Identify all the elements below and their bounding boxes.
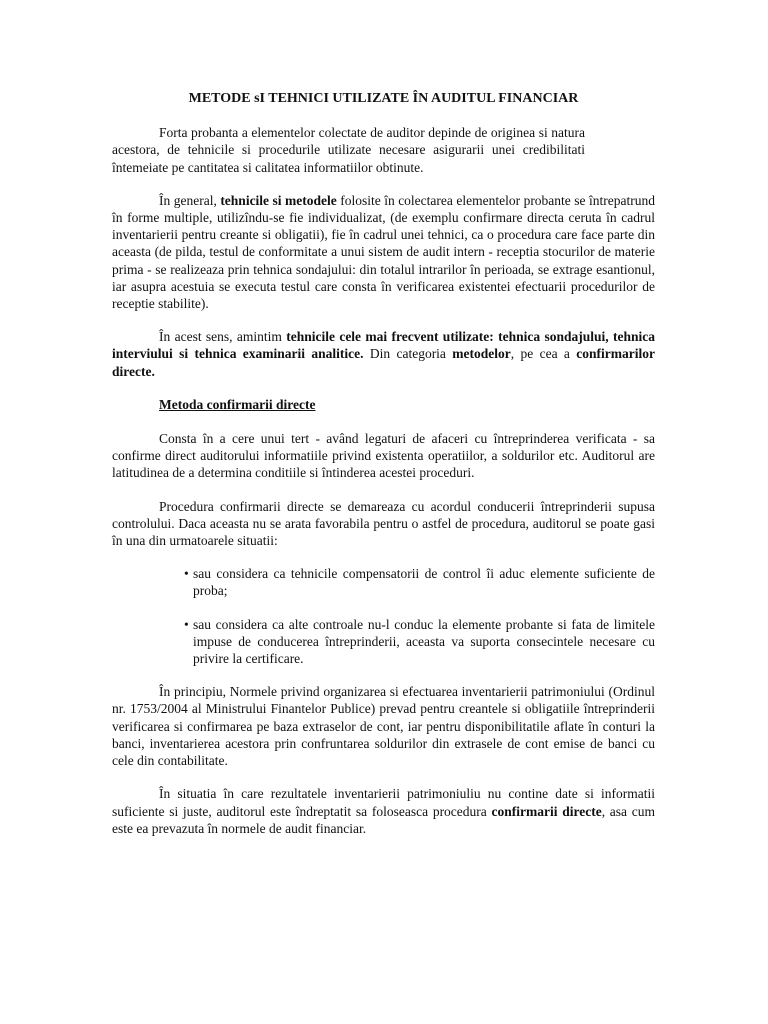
list-item: • sau considera ca tehnicile compensatorii de control îi aduc elemente suficiente de proba; <box>184 566 655 599</box>
paragraph-techniques: În general, tehnicile si metodele folosite în colectarea elementelor probante se întrepatrund în forme multiple, utilizîndu-se fie individualizat, (de exemplu confirmare directa ceruta în cadrul inventarierii pentru creante si obligatii), fie în cadrul unei tehnici, ca o procedura care face parte din aceasta (de pilda, testul de conformitate a unui sistem de audit intern - receptia stocurilor de materie prima - se realizeaza prin tehnica sondajului: din totalul intrarilor în perioada, se extrage esantionul, iar asupra acestuia se executa testul care consta în verificarea existentei efectuarii procedurilor de receptie stabilite). <box>112 192 655 312</box>
bold-text: confirmarilor directe. <box>112 346 655 379</box>
paragraph-procedure: Procedura confirmarii directe se demareaza cu acordul conducerii întreprinderii supusa controlului. Daca aceasta nu se arata favorabila pentru o astfel de procedura, auditorul se poate gasi în una din urmatoarele situatii: <box>112 498 655 549</box>
paragraph-intro: Forta probanta a elementelor colectate de auditor depinde de originea si natura acestora, de tehnicile si procedurile utilizate necesare asigurarii unei credibilitati întemeiate pe cantitatea si calitatea informatiilor obtinute. <box>112 125 585 175</box>
bold-text: tehnicile si metodele <box>220 192 337 208</box>
bullet-icon: • <box>184 566 189 582</box>
paragraph-frequent-techniques: În acest sens, amintim tehnicile cele mai frecvent utilizate: tehnica sondajului, tehnica interviului si tehnica examinarii analitice. Din categoria metodelor, pe cea a confirmarilor directe. <box>112 329 655 379</box>
list-item: • sau considera ca alte controale nu-l conduc la elemente probante si fata de limitele impuse de conducerea întreprinderii, aceasta va suporta consecintele necesare cu privire la certificare. <box>184 616 655 667</box>
bold-text: confirmarii directe <box>491 803 602 819</box>
bullet-list <box>112 565 655 667</box>
bold-text: metodelor <box>452 346 511 362</box>
paragraph-definition: Consta în a cere unui tert - având legaturi de afaceri cu întreprinderea verificata - sa confirme direct auditorului informatiile privind existenta operatiilor, a soldurilor etc. Auditorul are latitudinea de a determina conditiile si întinderea acestei proceduri. <box>112 431 655 481</box>
bullet-icon: • <box>184 616 189 632</box>
section-heading: Metoda confirmarii directe <box>159 396 316 412</box>
document-title: METODE sI TEHNICI UTILIZATE ÎN AUDITUL FINANCIAR <box>188 91 579 106</box>
bold-text: tehnicile cele mai frecvent utilizate: tehnica sondajului, tehnica interviului si tehnica examinarii analitice. <box>112 329 655 362</box>
document-body <box>112 90 655 853</box>
paragraph-norms: În principiu, Normele privind organizarea si efectuarea inventarierii patrimoniului (Ordinul nr. 1753/2004 al Ministrului Finantelor Publice) prevad pentru creantele si obligatiile întreprinderii verificarea si confirmarea pe baza extraselor de cont, iar pentru disponibilitatile aflate în conturi la banci, inventarierea acestora prin confruntarea soldurilor din extrasele de cont emise de banci cu cele din contabilitate. <box>112 684 655 769</box>
paragraph-conclusion: În situatia în care rezultatele inventarierii patrimoniuliu nu contine date si informatii suficiente si juste, auditorul este îndreptatit sa foloseasca procedura confirmarii directe, asa cum este ea prevazuta în normele de audit financiar. <box>112 786 656 836</box>
